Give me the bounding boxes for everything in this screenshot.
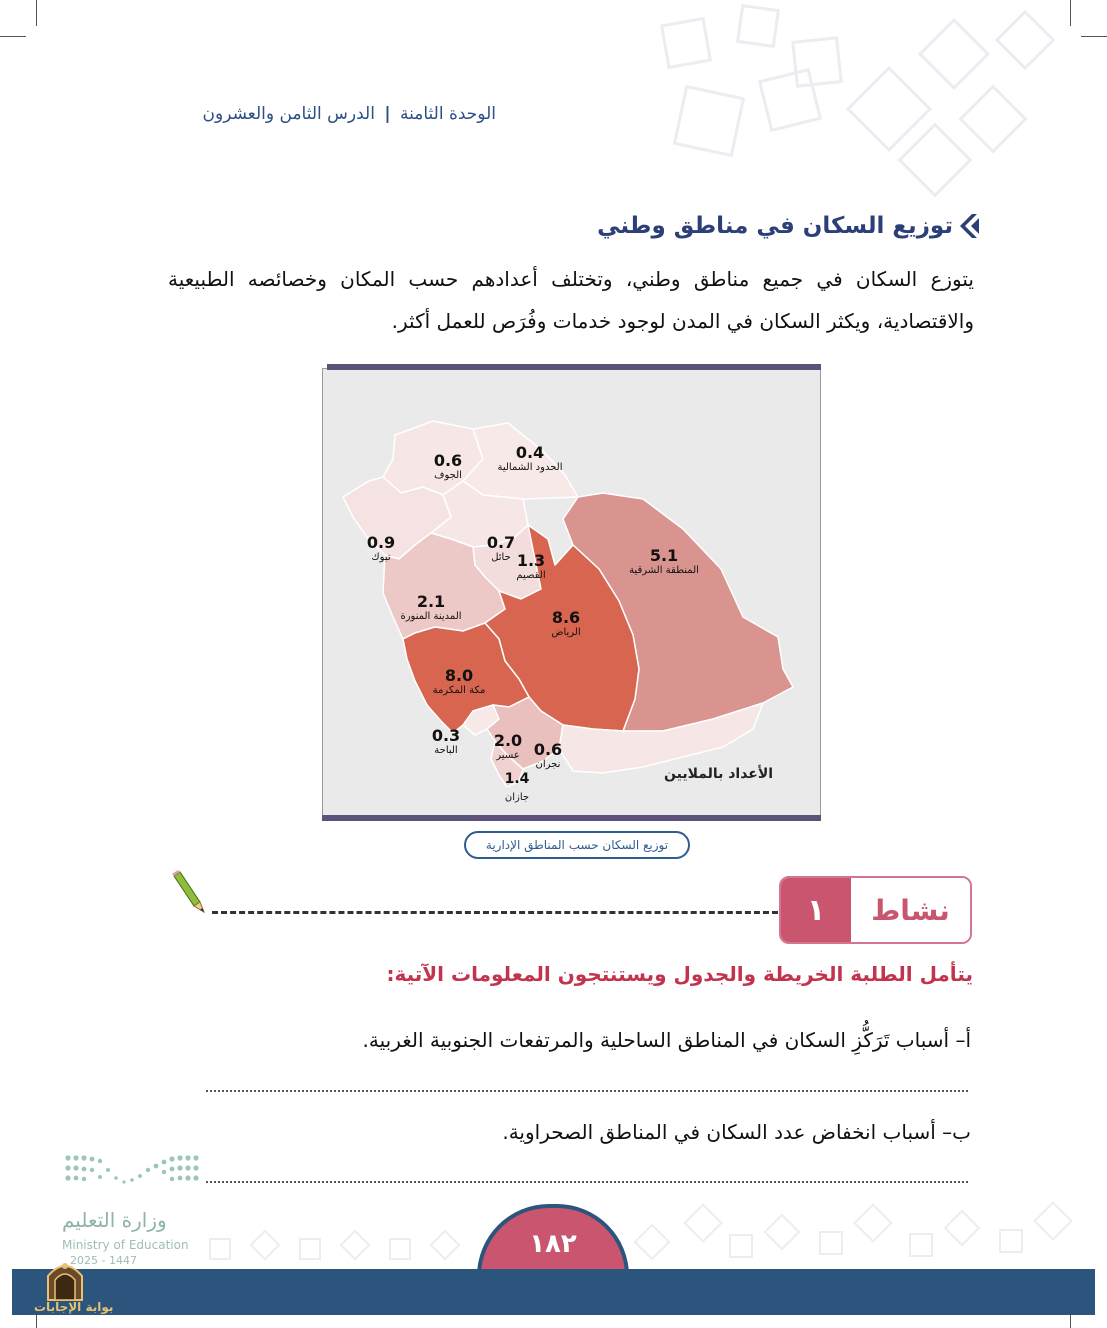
unit-label: الوحدة الثامنة: [400, 104, 496, 124]
map-label: 0.6 الجوف: [433, 451, 463, 481]
header-separator: |: [384, 104, 391, 124]
decorative-pattern: [640, 0, 1060, 210]
map-label: 0.4 الحدود الشمالية: [497, 443, 563, 473]
map-label: 8.6 الرياض: [551, 608, 581, 638]
crop-mark: [1070, 0, 1071, 26]
map-legend-note: الأعداد بالملايين: [664, 766, 774, 782]
question-a: أ– أسباب تَرَكُّزِ السكان في المناطق الساحلية والمرتفعات الجنوبية الغربية.: [362, 1028, 971, 1052]
activity-label: نشاط: [851, 878, 970, 942]
pencil-icon: [168, 870, 208, 914]
map-label: 5.1 المنطقة الشرقية: [629, 546, 699, 576]
ministry-name-en: Ministry of Education: [62, 1238, 189, 1252]
map-label: 8.0 مكة المكرمة: [432, 666, 486, 696]
map-label: 2.1 المدينة المنورة: [400, 592, 462, 622]
decorative-pattern: [620, 1190, 1100, 1270]
map-label: 0.6 نجران: [533, 740, 563, 770]
edition-year: 2025 - 1447: [70, 1254, 137, 1267]
body-paragraph: يتوزع السكان في جميع مناطق وطني، وتختلف أعدادهم حسب المكان وخصائصه الطبيعية والاقتصادية، ويكثر السكان في المدن لوجود خدمات وفُرَص للعمل أكثر.: [168, 267, 974, 333]
crop-mark: [0, 36, 26, 37]
crop-mark: [36, 0, 37, 26]
gate-watermark-text: بوابة الإجابات: [34, 1300, 114, 1314]
map-label: 0.3 الباحة: [431, 726, 461, 756]
map-caption: توزيع السكان حسب المناطق الإدارية: [464, 831, 690, 859]
dashed-divider: [212, 911, 778, 914]
question-b: ب– أسباب انخفاض عدد السكان في المناطق الصحراوية.: [502, 1120, 971, 1144]
map-label: 0.9 تبوك: [366, 533, 396, 563]
ministry-name-ar: وزارة التعليم: [62, 1208, 167, 1232]
page-number: ١٨٢: [477, 1204, 629, 1276]
running-header: [150, 104, 496, 124]
answer-line-a[interactable]: [206, 1090, 968, 1092]
activity-number: ١: [781, 878, 851, 942]
map-label: 1.3 القصيم: [516, 551, 546, 581]
gate-logo-icon: [44, 1256, 86, 1302]
footer-band: [12, 1269, 1095, 1315]
answer-line-b[interactable]: [206, 1181, 968, 1183]
map-label: 1.4 جازان: [504, 771, 530, 803]
section-title: [597, 212, 979, 240]
decorative-pattern: [200, 1225, 470, 1270]
ministry-logo-icon: [62, 1150, 202, 1192]
map-label: 2.0 عسير: [493, 731, 523, 761]
activity-instruction: يتأمل الطلبة الخريطة والجدول ويستنتجون المعلومات الآتية:: [386, 962, 973, 986]
activity-badge: [779, 876, 972, 944]
map-label: 0.7 حائل: [486, 533, 516, 563]
section-title-text: توزيع السكان في مناطق وطني: [597, 213, 953, 239]
chevron-bullet-icon: [959, 212, 979, 240]
crop-mark: [1081, 36, 1107, 37]
lesson-label: الدرس الثامن والعشرون: [202, 104, 375, 124]
